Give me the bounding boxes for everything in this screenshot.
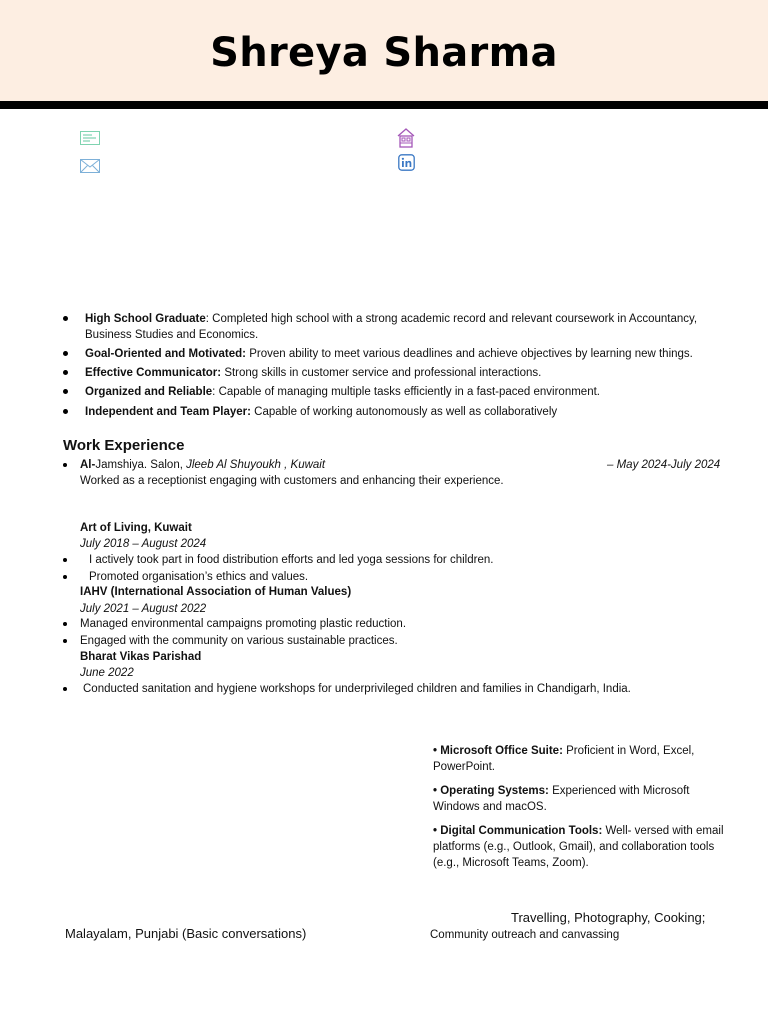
skill-item — [433, 743, 733, 775]
interests-line-1: Travelling, Photography, Cooking; — [511, 910, 706, 925]
summary-item-title: Independent and Team Player: — [85, 406, 251, 418]
summary-item-title: Effective Communicator: — [85, 367, 222, 379]
bullet — [63, 316, 68, 321]
summary-item-text: Completed high school with a strong academic record and relevant coursework in Accountancy, — [212, 313, 698, 325]
skill-item — [433, 783, 733, 815]
languages-text: Malayalam, Punjabi (Basic conversations) — [65, 926, 307, 941]
summary-item — [85, 404, 557, 420]
header-divider — [0, 101, 768, 109]
job-location: Jleeb Al Shuyoukh , Kuwait — [186, 459, 326, 471]
skill-text-continued: PowerPoint. — [433, 761, 496, 773]
summary-item-text: Strong skills in customer service and professional interactions. — [224, 367, 542, 379]
bullet — [63, 639, 67, 643]
skill-title: • Digital Communication Tools: — [433, 825, 603, 837]
phone-lines-icon — [80, 131, 100, 145]
skill-item — [433, 823, 733, 871]
summary-item — [85, 384, 600, 400]
job-description: Worked as a receptionist engaging with customers and enhancing their experience. — [80, 475, 504, 487]
separator: : — [212, 386, 219, 398]
summary-item — [85, 365, 541, 381]
bullet — [63, 558, 67, 562]
job-title-line — [80, 457, 325, 473]
interests-line-2: Community outreach and canvassing — [430, 929, 620, 941]
separator: : — [205, 313, 213, 325]
skill-text-continued: (e.g., Microsoft Teams, Zoom). — [433, 857, 589, 869]
job-point: Conducted sanitation and hygiene workshops for underprivileged children and families in Chandigarh, India. — [83, 683, 631, 695]
envelope-icon — [80, 159, 100, 173]
summary-item-title: High School Graduate — [85, 313, 206, 325]
job-org: IAHV (International Association of Human Values) — [80, 586, 352, 598]
job-point: I actively took part in food distribution efforts and led yoga sessions for children. — [89, 554, 494, 566]
home-icon — [397, 128, 415, 148]
summary-item-title: Organized and Reliable — [85, 386, 213, 398]
job-org: Art of Living, Kuwait — [80, 522, 192, 534]
skill-text: Proficient in Word, Excel, — [562, 745, 695, 757]
skill-text-continued: platforms (e.g., Outlook, Gmail), and collaboration tools — [433, 841, 715, 853]
skill-title: • Operating Systems: — [433, 785, 549, 797]
work-experience-heading: Work Experience — [63, 437, 185, 454]
linkedin-icon[interactable] — [398, 154, 415, 171]
job-point: Promoted organisation’s ethics and values. — [89, 571, 309, 583]
bullet — [63, 370, 68, 375]
skill-text: Experienced with Microsoft — [548, 785, 690, 797]
summary-item-text: Capable of managing multiple tasks efficiently in a fast-paced environment. — [218, 386, 600, 398]
bullet — [63, 622, 67, 626]
job-dates: July 2021 – August 2022 — [80, 603, 207, 615]
skill-title: • Microsoft Office Suite: — [433, 745, 563, 757]
job-dates: June 2022 — [80, 667, 134, 679]
bullet — [63, 687, 67, 691]
job-point: Engaged with the community on various sustainable practices. — [80, 635, 398, 647]
job-org: Jamshiya. Salon, — [95, 459, 187, 471]
summary-item-title: Goal-Oriented and Motivated: — [85, 348, 247, 360]
skill-text-continued: Windows and macOS. — [433, 801, 547, 813]
summary-item-text: Proven ability to meet various deadlines and achieve objectives by learning new things. — [249, 348, 693, 360]
bullet — [63, 389, 68, 394]
job-dates: – May 2024-July 2024 — [607, 459, 721, 471]
summary-item-text: Capable of working autonomously as well as collaboratively — [254, 406, 558, 418]
summary-item — [85, 346, 693, 362]
job-point: Managed environmental campaigns promoting plastic reduction. — [80, 618, 407, 630]
bullet — [63, 463, 67, 467]
summary-item-continuation: Business Studies and Economics. — [85, 329, 259, 341]
skill-text: Well- versed with email — [602, 825, 724, 837]
bullet — [63, 351, 68, 356]
bullet — [63, 575, 67, 579]
job-dates: July 2018 – August 2024 — [80, 538, 207, 550]
job-org: Bharat Vikas Parishad — [80, 651, 202, 663]
summary-item — [85, 311, 697, 327]
candidate-name: Shreya Sharma — [210, 30, 558, 76]
job-org-prefix: Al- — [80, 459, 96, 471]
bullet — [63, 409, 68, 414]
